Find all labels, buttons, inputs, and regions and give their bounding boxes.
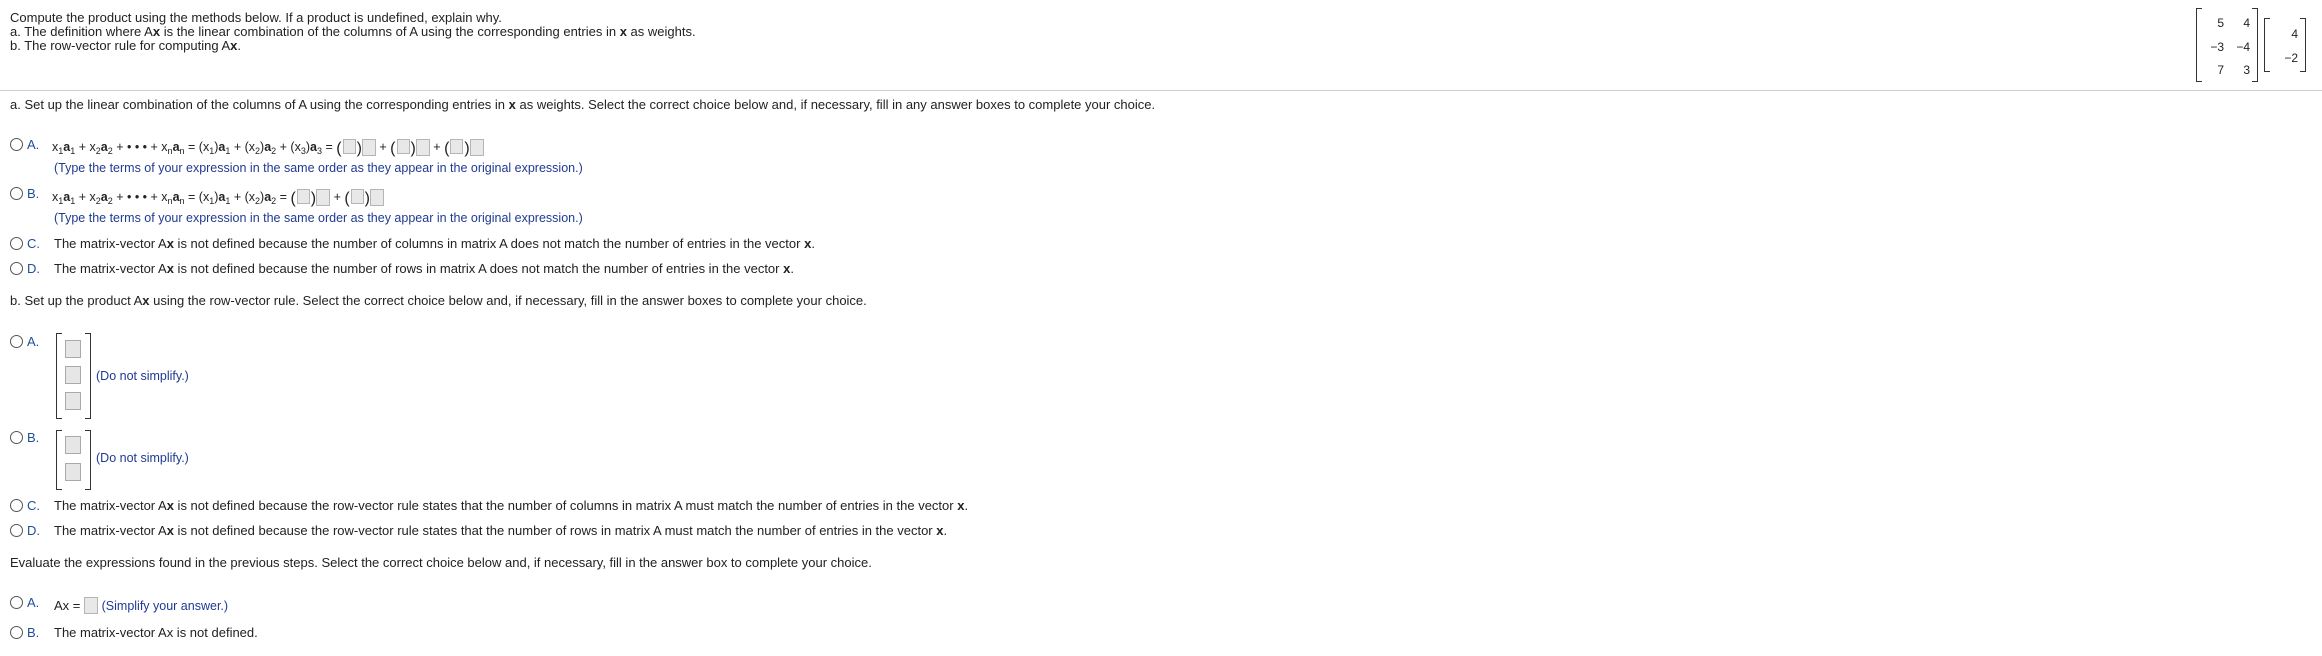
- part-a-choice-a-hint: (Type the terms of your expression in the same order as they appear in the original expression.): [54, 161, 583, 175]
- radio-button[interactable]: [10, 262, 23, 275]
- answer-box[interactable]: [351, 189, 364, 204]
- answer-box[interactable]: [297, 189, 310, 204]
- matrix-a-cell: 4: [2243, 16, 2250, 30]
- matrix-a-cell: −4: [2236, 40, 2250, 54]
- answer-box[interactable]: [450, 139, 463, 154]
- matrix-a-cell: 7: [2217, 63, 2224, 77]
- part-c-choice-b-text: The matrix-vector Ax is not defined.: [54, 625, 258, 640]
- part-b-choice-a[interactable]: [10, 334, 39, 349]
- choice-letter: C.: [27, 498, 40, 513]
- radio-button[interactable]: [10, 431, 23, 444]
- part-a-choice-a[interactable]: [10, 137, 39, 152]
- part-a-choice-d-text: The matrix-vector Ax is not defined because the number of rows in matrix A does not match the number of entries in the vector x.: [54, 261, 794, 276]
- answer-box[interactable]: [65, 366, 81, 384]
- part-b-choice-a-hint: (Do not simplify.): [96, 369, 189, 383]
- part-b-choice-d-text: The matrix-vector Ax is not defined because the row-vector rule states that the number of rows in matrix A must match the number of entries in the vector x.: [54, 523, 948, 538]
- answer-box[interactable]: [316, 189, 330, 206]
- choice-letter: D.: [27, 261, 40, 276]
- part-a-choice-c[interactable]: [10, 236, 40, 251]
- vector-x-entry: −2: [2284, 51, 2298, 65]
- matrix-a-cell: 3: [2243, 63, 2250, 77]
- vector-left-bracket: [56, 430, 62, 490]
- matrix-a-cell: 5: [2217, 16, 2224, 30]
- part-c-choice-a[interactable]: [10, 595, 39, 610]
- answer-box[interactable]: [370, 189, 384, 206]
- vector-right-bracket: [85, 430, 91, 490]
- part-b-choice-b[interactable]: [10, 430, 39, 445]
- part-c-choice-b[interactable]: [10, 625, 39, 640]
- choice-letter: D.: [27, 523, 40, 538]
- matrix-a-right-bracket: [2252, 8, 2258, 82]
- vector-x-left-bracket: [2264, 18, 2270, 72]
- radio-button[interactable]: [10, 596, 23, 609]
- radio-button[interactable]: [10, 335, 23, 348]
- choice-letter: A.: [27, 334, 40, 349]
- choice-letter: A.: [27, 137, 40, 152]
- choice-letter: C.: [27, 236, 40, 251]
- part-a-choice-c-text: The matrix-vector Ax is not defined because the number of columns in matrix A does not match the number of entries in the vector x.: [54, 236, 815, 251]
- answer-box[interactable]: [343, 139, 356, 154]
- part-c-prompt: Evaluate the expressions found in the previous steps. Select the correct choice below and, if necessary, fill in the answer box to complete your choice.: [10, 555, 872, 570]
- radio-button[interactable]: [10, 237, 23, 250]
- problem-line-1: Compute the product using the methods below. If a product is undefined, explain why.: [10, 10, 502, 25]
- choice-letter: B.: [27, 430, 40, 445]
- answer-box[interactable]: [65, 340, 81, 358]
- part-c-choice-a-expression: [54, 597, 228, 614]
- problem-line-2: a. The definition where Ax is the linear combination of the columns of A using the corresponding entries in x as weights.: [10, 24, 696, 39]
- radio-button[interactable]: [10, 187, 23, 200]
- part-b-choice-c[interactable]: [10, 498, 40, 513]
- part-b-choice-d[interactable]: [10, 523, 40, 538]
- answer-box[interactable]: [470, 139, 484, 156]
- answer-box[interactable]: [65, 392, 81, 410]
- radio-button[interactable]: [10, 524, 23, 537]
- vector-left-bracket: [56, 333, 62, 419]
- ax-label: Ax =: [54, 598, 81, 613]
- part-a-choice-a-expression: $x_1a_1 + x_2a_2$ + • • • + $x_na_n = (x_1)a_1 + (x_2)a_2 + (x_3)a_3$ = ( ) + ( ) + ( ): [52, 139, 484, 158]
- choice-letter: B.: [27, 625, 40, 640]
- matrix-a-cell: −3: [2210, 40, 2224, 54]
- vector-x-entry: 4: [2291, 27, 2298, 41]
- part-a-choice-b[interactable]: [10, 186, 39, 201]
- part-b-choice-c-text: The matrix-vector Ax is not defined because the row-vector rule states that the number of columns in matrix A must match the number of entries in the vector x.: [54, 498, 969, 513]
- part-a-choice-b-expression: $x_1a_1 + x_2a_2$ + • • • + $x_na_n = (x_1)a_1 + (x_2)a_2$ = ( ) + ( ): [52, 189, 384, 208]
- answer-box[interactable]: [397, 139, 410, 154]
- answer-box[interactable]: [65, 463, 81, 481]
- choice-letter: A.: [27, 595, 40, 610]
- part-b-choice-b-hint: (Do not simplify.): [96, 451, 189, 465]
- answer-box[interactable]: [362, 139, 376, 156]
- answer-box[interactable]: [65, 436, 81, 454]
- radio-button[interactable]: [10, 499, 23, 512]
- radio-button[interactable]: [10, 626, 23, 639]
- divider: [0, 90, 2322, 91]
- part-a-prompt: a. Set up the linear combination of the columns of A using the corresponding entries in x as weights. Select the correct choice below and, if necessary, fill in any answer boxes to complete your choice.: [10, 97, 1156, 112]
- vector-right-bracket: [85, 333, 91, 419]
- choice-letter: B.: [27, 186, 40, 201]
- answer-box[interactable]: [416, 139, 430, 156]
- part-c-choice-a-hint: (Simplify your answer.): [101, 599, 229, 613]
- vector-x-right-bracket: [2300, 18, 2306, 72]
- problem-line-3: b. The row-vector rule for computing Ax.: [10, 38, 241, 53]
- part-b-prompt: b. Set up the product Ax using the row-vector rule. Select the correct choice below and, if necessary, fill in the answer boxes to complete your choice.: [10, 293, 867, 308]
- part-a-choice-d[interactable]: [10, 261, 40, 276]
- answer-box[interactable]: [84, 597, 98, 614]
- part-a-choice-b-hint: (Type the terms of your expression in the same order as they appear in the original expression.): [54, 211, 583, 225]
- radio-button[interactable]: [10, 138, 23, 151]
